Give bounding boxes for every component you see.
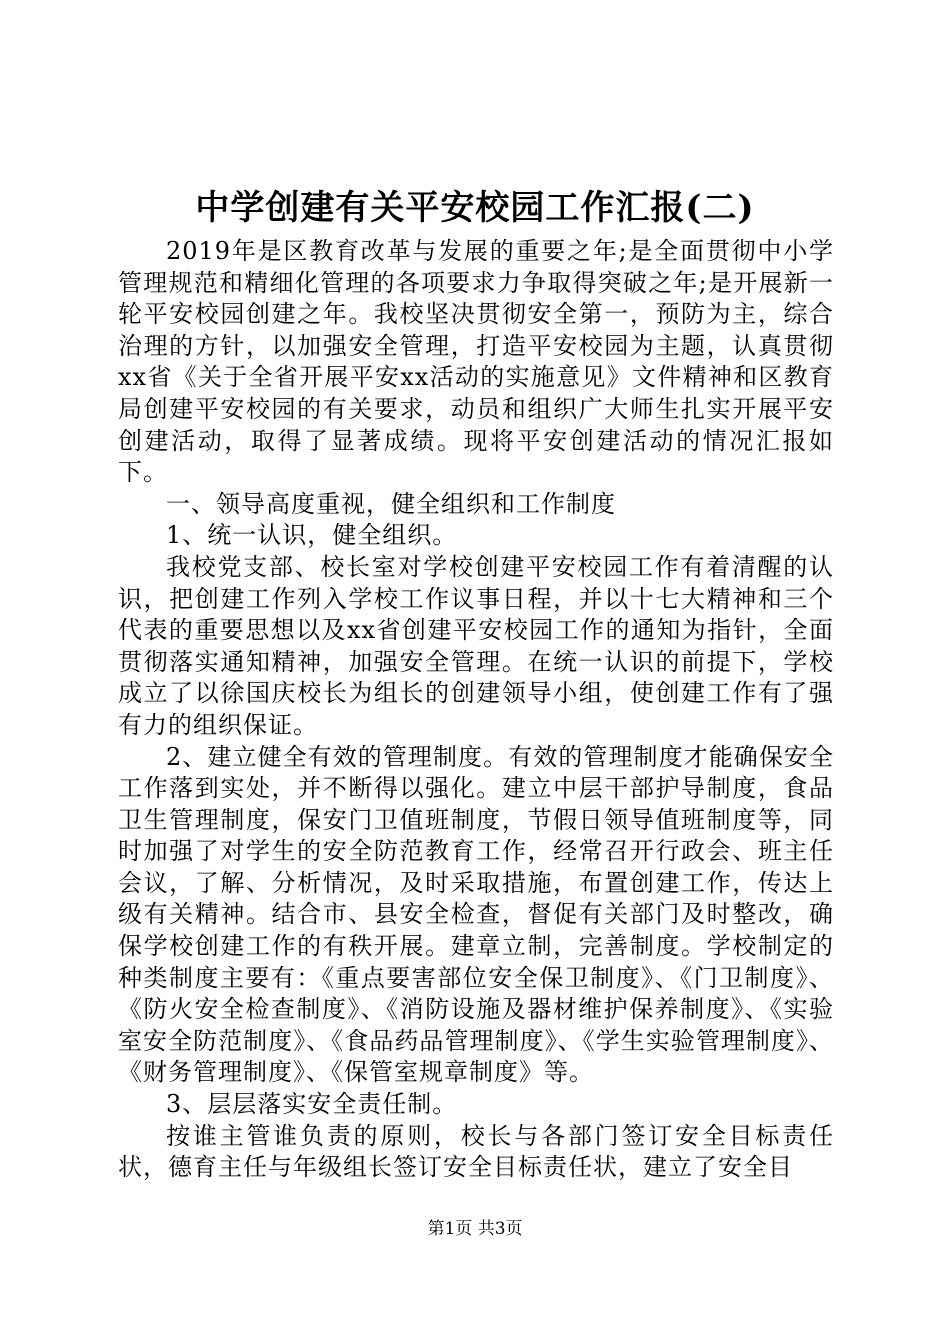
section-heading: 一、领导高度重视，健全组织和工作制度 (166, 489, 616, 518)
paragraph: 2、建立健全有效的管理制度。有效的管理制度才能确保安全工作落到实处，并不断得以强化。建立中层干部护导制度，食品卫生管理制度，保安门卫值班制度，节假日领导值班制度等，同时加强了对学生的安全防范教育工作，经常召开行政会、班主任会议，了解、分析情况，及时采取措施，布置创建工作，传达上级有关精神。结合市、县安全检查，督促有关部门及时整改，确保学校创建工作的有秩开展。建章立制，完善制度。学校制定的种类制度主要有：《重点要害部位安全保卫制度》、《门卫制度》、《防火安全检查制度》、《消防设施及器材维护保养制度》、《实验室安全防范制度》、《食品药品管理制度》、《学生实验管理制度》、《财务管理制度》、《保管室规章制度》等。 (118, 742, 834, 1087)
paragraph: 按谁主管谁负责的原则，校长与各部门签订安全目标责任状，德育主任与年级组长签订安全目标责任状，建立了安全目 (118, 1121, 834, 1182)
document-title: 中学创建有关平安校园工作汇报(二) (195, 188, 755, 228)
subsection-heading: 1、统一认识，健全组织。 (166, 521, 458, 550)
paragraph: 2019年是区教育改革与发展的重要之年;是全面贯彻中小学管理规范和精细化管理的各项要求力争取得突破之年;是开展新一轮平安校园创建之年。我校坚决贯彻安全第一，预防为主，综合治理的方针，以加强安全管理，打造平安校园为主题，认真贯彻xx省《关于全省开展平安xx活动的实施意见》文件精神和区教育局创建平安校园的有关要求，动员和组织广大师生扎实开展平安创建活动，取得了显著成绩。现将平安创建活动的情况汇报如下。 (118, 237, 834, 487)
paragraph: 我校党支部、校长室对学校创建平安校园工作有着清醒的认识，把创建工作列入学校工作议事日程，并以十七大精神和三个代表的重要思想以及xx省创建平安校园工作的通知为指针，全面贯彻落实通知精神，加强安全管理。在统一认识的前提下，学校成立了以徐国庆校长为组长的创建领导小组，使创建工作有了强有力的组织保证。 (118, 552, 834, 739)
page-footer: 第1页 共3页 (427, 1219, 523, 1239)
document-body (118, 236, 834, 1184)
subsection-heading: 3、层层落实安全责任制。 (166, 1090, 458, 1119)
